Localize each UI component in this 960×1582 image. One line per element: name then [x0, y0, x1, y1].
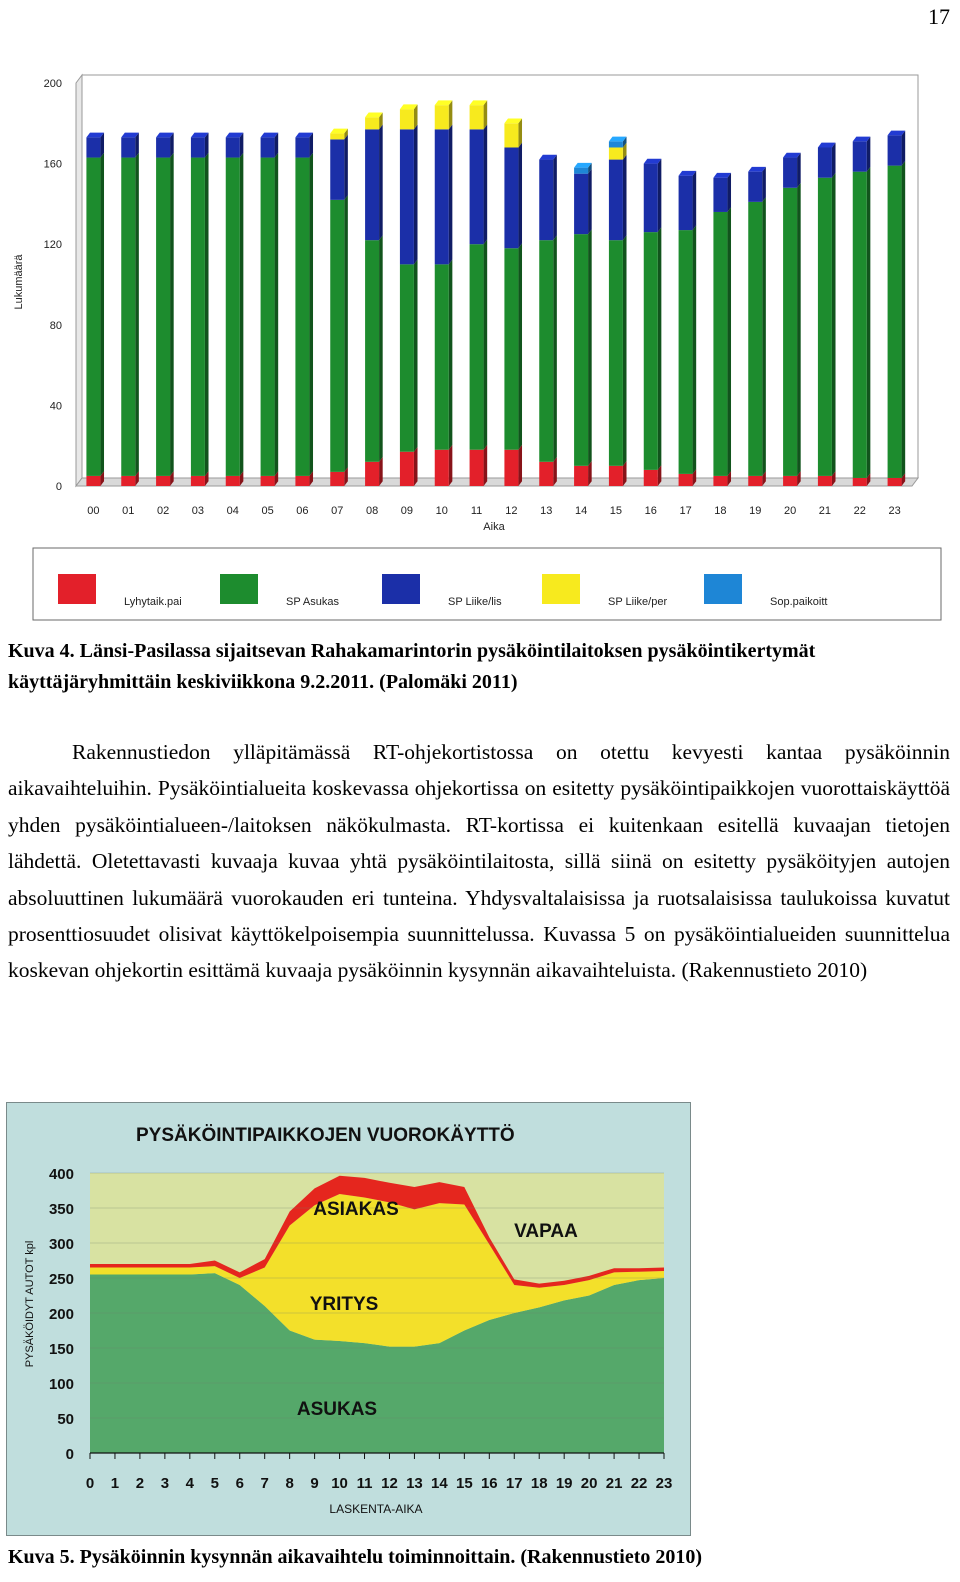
x-tick-label: 19: [555, 1475, 573, 1492]
figure-5-caption: Kuva 5. Pysäköinnin kysynnän aikavaihtelu toiminnoittain. (Rakennustieto 2010): [8, 1546, 703, 1568]
bar-segment-side: [414, 125, 418, 265]
legend-label: SP Liike/lis: [448, 596, 502, 608]
x-tick-label: 22: [630, 1475, 648, 1492]
bar-segment: [470, 450, 484, 486]
bar-segment: [365, 240, 379, 462]
bar-segment-side: [518, 445, 522, 486]
legend-box: [33, 548, 941, 620]
bar-segment: [574, 168, 588, 174]
bar-segment: [330, 472, 344, 486]
y-tick-label: 120: [43, 239, 62, 252]
bar-segment: [156, 158, 170, 476]
legend-label: Sop.paikoitt: [770, 596, 828, 608]
bar-segment-side: [832, 173, 836, 476]
bar-segment-side: [658, 159, 662, 232]
bar-segment: [261, 158, 275, 476]
y-tick-label: 300: [48, 1236, 74, 1253]
x-tick-label: 22: [853, 505, 866, 517]
y-tick-label: 40: [49, 400, 62, 413]
bar-segment-side: [588, 169, 592, 234]
bar-segment: [121, 137, 135, 157]
x-tick-label: 5: [210, 1475, 219, 1492]
bar-segment-side: [379, 125, 383, 241]
x-tick-label: 10: [435, 505, 448, 517]
y-tick-label: 200: [43, 78, 62, 90]
legend-swatch: [382, 574, 420, 604]
y-tick-label: 100: [48, 1376, 74, 1393]
bar-segment: [295, 476, 309, 486]
bar-segment-side: [762, 167, 766, 202]
bar-segment: [609, 240, 623, 466]
bar-segment: [121, 158, 135, 476]
bar-segment: [295, 137, 309, 157]
bar-segment: [365, 117, 379, 129]
x-tick-label: 05: [261, 505, 274, 517]
x-tick-label: 17: [505, 1475, 523, 1492]
bar-segment-side: [553, 155, 557, 240]
bar-segment: [191, 158, 205, 476]
bar-segment-side: [379, 457, 383, 486]
bar-segment: [748, 202, 762, 476]
bar-segment: [400, 109, 414, 129]
y-tick-label: 50: [57, 1411, 74, 1428]
bar-segment: [261, 476, 275, 486]
x-tick-label: 12: [381, 1475, 398, 1492]
bar-segment: [226, 158, 240, 476]
x-tick-label: 23: [655, 1475, 673, 1492]
x-tick-label: 13: [540, 505, 553, 517]
x-tick-label: 3: [160, 1475, 170, 1492]
bar-segment: [400, 452, 414, 486]
bar-segment: [330, 200, 344, 472]
bar-segment: [504, 147, 518, 248]
bar-segment: [86, 476, 100, 486]
bar-segment: [609, 160, 623, 241]
area-label-asiakas: ASIAKAS: [313, 1199, 399, 1220]
x-tick-label: 21: [605, 1475, 623, 1492]
bar-segment-side: [449, 445, 453, 486]
bar-segment: [330, 139, 344, 199]
x-axis-label: Aika: [483, 521, 505, 533]
legend-label: Lyhytaik.pai: [124, 596, 182, 608]
y-tick-label: 150: [48, 1341, 74, 1358]
bar-segment-side: [414, 260, 418, 452]
bar-segment: [295, 158, 309, 476]
bar-segment: [435, 264, 449, 449]
bar-segment-side: [553, 235, 557, 461]
x-tick-label: 06: [296, 505, 309, 517]
bar-segment: [156, 137, 170, 157]
bar-segment: [435, 129, 449, 264]
x-tick-label: 08: [365, 505, 379, 517]
bar-segment-side: [275, 153, 279, 476]
bar-segment: [574, 466, 588, 486]
bar-segment: [539, 160, 553, 241]
bar-segment: [853, 172, 867, 478]
bar-segment-side: [727, 173, 731, 212]
bar-segment: [888, 135, 902, 165]
bar-segment: [713, 178, 727, 212]
bar-segment: [888, 478, 902, 486]
bar-segment: [539, 240, 553, 462]
x-tick-label: 21: [818, 505, 832, 517]
bar-segment-side: [100, 153, 104, 476]
bar-segment: [644, 164, 658, 233]
bar-segment: [574, 234, 588, 466]
bar-segment-side: [240, 153, 244, 476]
x-tick-label: 20: [783, 505, 797, 517]
y-tick-label: 0: [55, 481, 62, 493]
x-tick-label: 14: [431, 1475, 448, 1492]
body-paragraph: Rakennustiedon ylläpitämässä RT-ohjekortistossa on otettu kevyesti kantaa pysäköinnin aikavaihteluihin. Pysäköintialueita koskevassa ohjekortissa on esitetty pysäköintipaikkojen vuorottaiskäyttöä yhden pysäköintialueen-/laitoksen näkökulmasta. RT-kortissa ei kuitenkaan esitellä kuvaajan tietojen lähdettä. Oletettavasti kuvaaja kuvaa yhtä pysäköintilaitosta, sillä siinä on esitetty pysäköityjen autojen absoluuttinen lukumäärä vuorokauden eri tunteina. Yhdysvaltalaisissa ja ruotsalaisissa taulukoissa kuvatut prosenttiosuudet olisivat käyttökelpoisempia suunnittelussa. Kuvassa 5 on pysäköintialueiden suunnittelua koskevan ohjekortin esittämä kuvaaja pysäköinnin kysynnän aikavaihteluista. (Rakennustieto 2010): [8, 740, 950, 983]
bar-segment-side: [309, 153, 313, 476]
legend-swatch: [58, 574, 96, 604]
bar-segment: [853, 141, 867, 171]
bar-segment: [191, 476, 205, 486]
bar-segment: [748, 476, 762, 486]
x-tick-label: 2: [135, 1475, 145, 1492]
bar-segment: [156, 476, 170, 486]
y-tick-label: 200: [48, 1306, 74, 1323]
x-tick-label: 14: [574, 505, 588, 517]
bar-segment: [261, 137, 275, 157]
x-tick-label: 12: [505, 505, 518, 517]
bar-segment: [679, 474, 693, 486]
x-tick-label: 18: [714, 505, 727, 517]
bar-segment-side: [693, 225, 697, 474]
bar-segment: [818, 476, 832, 486]
x-tick-label: 11: [470, 505, 483, 517]
x-tick-label: 4: [185, 1475, 194, 1492]
y-tick-label: 80: [49, 319, 62, 332]
x-tick-label: 15: [609, 505, 623, 517]
x-tick-label: 20: [580, 1475, 598, 1492]
area-label-asukas: ASUKAS: [296, 1399, 378, 1420]
bar-segment-side: [762, 197, 766, 476]
bar-segment: [783, 158, 797, 188]
x-tick-label: 13: [406, 1475, 423, 1492]
x-tick-label: 7: [260, 1475, 269, 1492]
bar-segment: [435, 105, 449, 129]
bar-segment: [226, 137, 240, 157]
bar-segment-side: [902, 131, 906, 166]
bar-segment: [191, 137, 205, 157]
bar-segment: [470, 129, 484, 244]
y-tick-label: 350: [48, 1201, 74, 1218]
bar-segment-side: [205, 153, 209, 476]
x-tick-label: 16: [480, 1475, 498, 1492]
bar-segment: [504, 123, 518, 147]
x-tick-label: 10: [331, 1475, 348, 1492]
figure-4-caption: Kuva 4. Länsi-Pasilassa sijaitsevan Rahakamarintorin pysäköintilaitoksen pysäköintikertymät käyttäjäryhmittäin keskiviikkona 9.2.2011. (Palomäki 2011): [8, 640, 816, 693]
bar-segment: [888, 166, 902, 478]
bar-segment-side: [379, 235, 383, 461]
bar-segment: [504, 450, 518, 486]
stacked-bar-chart: [4, 66, 952, 628]
bar-segment: [121, 476, 135, 486]
bar-segment-side: [693, 171, 697, 230]
bar-segment: [330, 133, 344, 139]
page-number: 17: [928, 4, 950, 29]
bar-segment-side: [344, 135, 348, 200]
x-tick-label: 04: [226, 505, 239, 517]
bar-segment-side: [449, 125, 453, 265]
x-tick-label: 1: [110, 1475, 120, 1492]
bar-segment-side: [797, 183, 801, 476]
y-tick-label: 400: [48, 1166, 74, 1183]
bar-segment-side: [484, 445, 488, 486]
bar-segment: [609, 466, 623, 486]
bar-segment: [470, 244, 484, 450]
bar-segment: [644, 232, 658, 470]
bar-segment-side: [414, 447, 418, 486]
bar-segment: [365, 129, 379, 240]
bar-segment: [644, 470, 658, 486]
x-tick-label: 9: [310, 1475, 319, 1492]
x-tick-label: 19: [749, 505, 762, 517]
y-axis-label: PYSÄKÖIDYT AUTOT kpl: [24, 1240, 36, 1368]
bar-segment: [504, 248, 518, 449]
bar-segment: [86, 158, 100, 476]
x-tick-label: 11: [356, 1475, 373, 1492]
back-wall-left: [76, 75, 82, 486]
bar-segment-side: [658, 227, 662, 470]
bar-segment-side: [867, 137, 871, 172]
x-axis-label: LASKENTA-AIKA: [329, 1502, 423, 1516]
bar-segment-side: [867, 167, 871, 478]
x-tick-label: 16: [644, 505, 657, 517]
bar-segment-side: [727, 207, 731, 476]
bar-segment-side: [832, 143, 836, 178]
x-tick-label: 07: [331, 505, 344, 517]
bar-segment: [470, 105, 484, 129]
bar-segment: [539, 462, 553, 486]
x-tick-label: 6: [235, 1475, 244, 1492]
bar-segment: [679, 230, 693, 474]
bar-segment: [400, 129, 414, 264]
bar-segment: [226, 476, 240, 486]
bar-segment: [818, 147, 832, 177]
bar-segment-side: [553, 457, 557, 486]
bar-segment-side: [623, 235, 627, 465]
bar-segment: [365, 462, 379, 486]
y-tick-label: 160: [43, 158, 62, 171]
bar-segment: [574, 174, 588, 234]
y-tick-label: 0: [65, 1446, 74, 1463]
x-tick-label: 00: [87, 505, 100, 517]
legend-swatch: [704, 574, 742, 604]
bar-segment: [853, 478, 867, 486]
area-label-vapaa: VAPAA: [514, 1221, 578, 1242]
bar-segment: [435, 450, 449, 486]
bar-segment-side: [797, 153, 801, 188]
y-axis-label: Lukumäärä: [13, 254, 25, 310]
x-tick-label: 03: [191, 505, 205, 517]
bar-segment: [400, 264, 414, 451]
bar-segment-side: [902, 161, 906, 478]
bar-segment: [609, 141, 623, 147]
bar-segment-side: [449, 100, 453, 129]
area-label-yritys: YRITYS: [309, 1294, 379, 1315]
bar-segment-side: [518, 143, 522, 249]
x-tick-label: 02: [156, 505, 170, 517]
x-tick-label: 01: [122, 505, 135, 517]
x-tick-label: 8: [285, 1475, 294, 1492]
bar-segment-side: [449, 260, 453, 450]
x-tick-label: 0: [85, 1475, 95, 1492]
bar-segment: [713, 212, 727, 476]
legend-label: SP Asukas: [286, 596, 339, 608]
bar-segment: [783, 188, 797, 476]
bar-segment: [818, 178, 832, 476]
legend-label: SP Liike/per: [608, 596, 668, 608]
bar-segment: [783, 476, 797, 486]
legend-swatch: [220, 574, 258, 604]
bar-segment-side: [484, 125, 488, 245]
bar-segment-side: [484, 239, 488, 449]
bar-segment: [86, 137, 100, 157]
bar-segment-side: [135, 153, 139, 476]
bar-segment-side: [623, 155, 627, 240]
bar-segment-side: [518, 119, 522, 148]
bar-segment-side: [484, 100, 488, 129]
chart-title: PYSÄKÖINTIPAIKKOJEN VUOROKÄYTTÖ: [136, 1125, 515, 1146]
bar-segment: [748, 172, 762, 202]
bar-segment-side: [344, 195, 348, 472]
x-tick-label: 15: [456, 1475, 473, 1492]
x-tick-label: 09: [400, 505, 414, 517]
legend-swatch: [542, 574, 580, 604]
y-tick-label: 250: [48, 1271, 74, 1288]
bar-segment: [609, 147, 623, 159]
x-tick-label: 18: [530, 1475, 548, 1492]
bar-segment: [679, 176, 693, 230]
stacked-area-chart: [6, 1102, 692, 1537]
x-tick-label: 23: [888, 505, 901, 517]
bar-segment-side: [170, 153, 174, 476]
bar-segment-side: [588, 229, 592, 466]
bar-segment: [713, 476, 727, 486]
x-tick-label: 17: [679, 505, 692, 517]
bar-segment-side: [518, 243, 522, 449]
